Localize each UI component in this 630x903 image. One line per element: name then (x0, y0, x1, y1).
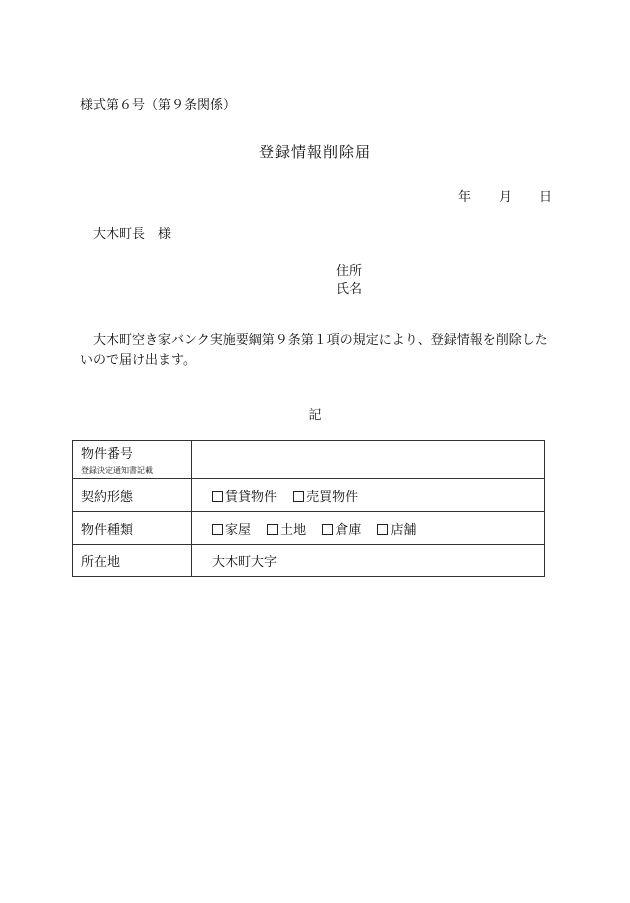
checkbox-icon (212, 491, 223, 502)
date-month-label: 月 (499, 190, 513, 205)
option-sale[interactable] (293, 490, 358, 505)
option-store[interactable] (377, 523, 416, 538)
option-warehouse-label: 倉庫 (335, 522, 362, 538)
option-land[interactable] (267, 523, 306, 538)
date-day-label: 日 (539, 190, 553, 205)
property-number-value[interactable] (192, 441, 545, 479)
checkbox-icon (212, 524, 223, 535)
contract-type-options (192, 479, 545, 512)
form-number: 様式第６号（第９条関係） (80, 98, 237, 113)
address-label: 住所 (336, 264, 363, 279)
table-row (73, 512, 545, 545)
location-value[interactable]: 大木町大字 (192, 545, 545, 577)
property-number-sublabel: 登録決定通知書記載 (81, 466, 153, 475)
option-house[interactable] (212, 523, 251, 538)
registration-table (72, 440, 545, 577)
option-sale-label: 売買物件 (306, 489, 359, 505)
table-row (73, 545, 545, 577)
option-house-label: 家屋 (225, 522, 252, 538)
property-type-label: 物件種類 (73, 512, 192, 545)
checkbox-icon (377, 524, 388, 535)
ki-heading: 記 (308, 408, 322, 423)
option-warehouse[interactable] (322, 523, 361, 538)
name-label: 氏名 (336, 282, 363, 297)
property-number-label: 物件番号 (81, 447, 134, 462)
option-rental-label: 賃貸物件 (225, 489, 278, 505)
option-rental[interactable] (212, 490, 277, 505)
property-type-options (192, 512, 545, 545)
table-row (73, 441, 545, 479)
date-year-label: 年 (458, 190, 472, 205)
addressee: 大木町長 様 (93, 227, 172, 242)
property-number-label-cell (73, 441, 192, 479)
checkbox-icon (293, 491, 304, 502)
option-land-label: 土地 (280, 522, 307, 538)
option-store-label: 店舗 (390, 522, 417, 538)
checkbox-icon (267, 524, 278, 535)
table-row (73, 479, 545, 512)
checkbox-icon (322, 524, 333, 535)
document-title: 登録情報削除届 (258, 143, 371, 161)
body-text: 大木町空き家バンク実施要綱第９条第１項の規定により、登録情報を削除したいので届け出ます。 (80, 333, 548, 368)
contract-type-label: 契約形態 (73, 479, 192, 512)
location-label: 所在地 (73, 545, 192, 577)
